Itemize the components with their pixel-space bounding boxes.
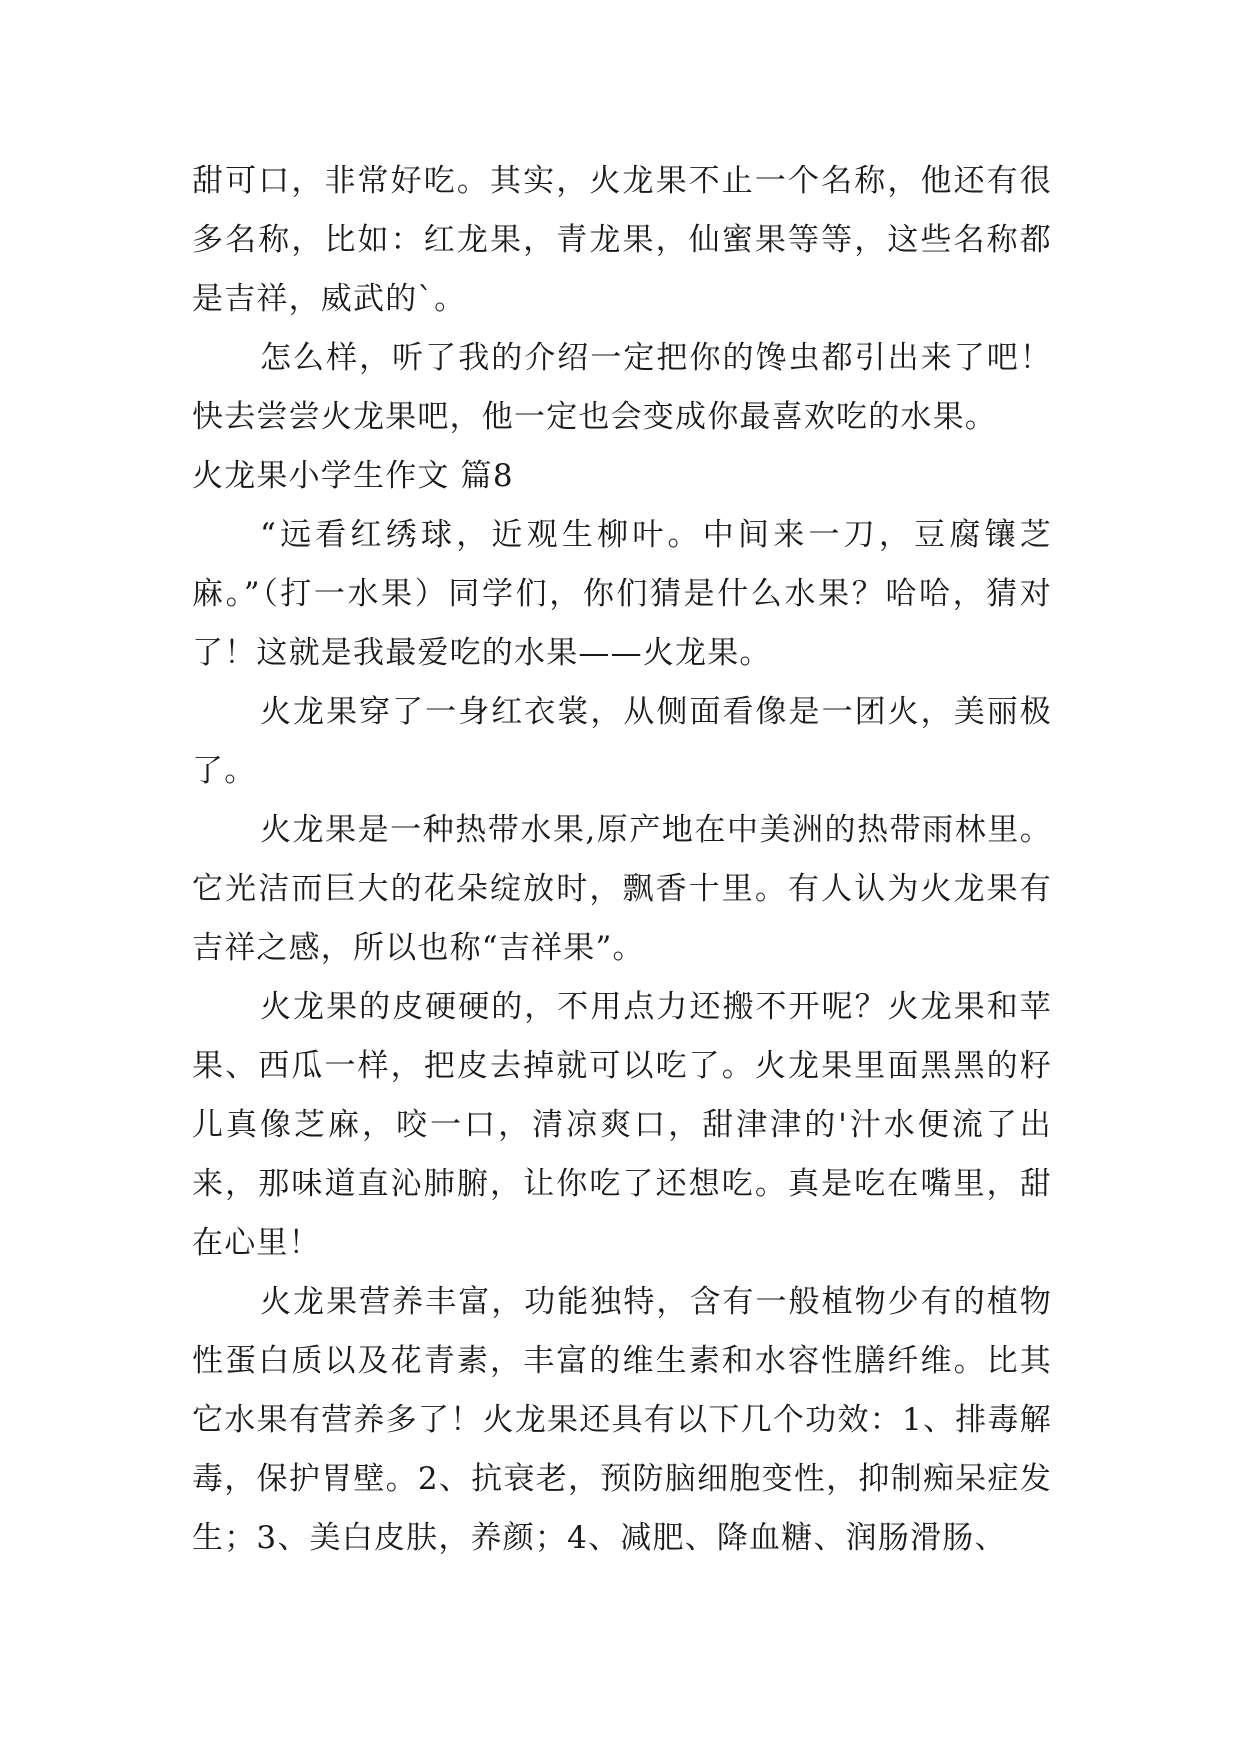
paragraph-conclusion: 怎么样，听了我的介绍一定把你的馋虫都引出来了吧！快去尝尝火龙果吧，他一定也会变成你最喜欢吃的水果。 xyxy=(192,340,1052,435)
document-page xyxy=(192,152,1052,1568)
paragraph-riddle: “远看红绣球，近观生柳叶。中间来一刀，豆腐镶芝麻。”（打一水果）同学们，你们猜是什么水果？哈哈，猜对了！这就是我最爱吃的水果——火龙果。 xyxy=(192,517,1052,671)
paragraph-appearance: 火龙果穿了一身红衣裳，从侧面看像是一团火，美丽极了。 xyxy=(192,694,1052,789)
paragraph-taste: 火龙果的皮硬硬的，不用点力还搬不开呢？火龙果和苹果、西瓜一样，把皮去掉就可以吃了。火龙果里面黑黑的籽儿真像芝麻，咬一口，清凉爽口，甜津津的'汁水便流了出来，那味道直沁肺腑，让你吃了还想吃。真是吃在嘴里，甜在心里！ xyxy=(192,989,1052,1261)
paragraph-origin: 火龙果是一种热带水果,原产地在中美洲的热带雨林里。它光洁而巨大的花朵绽放时，飘香十里。有人认为火龙果有吉祥之感，所以也称“吉祥果”。 xyxy=(192,812,1052,966)
essay-heading: 火龙果小学生作文 篇8 xyxy=(192,458,514,494)
paragraph-intro-continuation: 甜可口，非常好吃。其实，火龙果不止一个名称，他还有很多名称，比如：红龙果，青龙果，仙蜜果等等，这些名称都是吉祥，威武的`。 xyxy=(192,163,1052,317)
paragraph-nutrition: 火龙果营养丰富，功能独特，含有一般植物少有的植物性蛋白质以及花青素，丰富的维生素和水容性膳纤维。比其它水果有营养多了！火龙果还具有以下几个功效：1、排毒解毒，保护胃壁。2、抗衰老，预防脑细胞变性，抑制痴呆症发生；3、美白皮肤，养颜；4、减肥、降血糖、润肠滑肠、 xyxy=(192,1284,1052,1556)
